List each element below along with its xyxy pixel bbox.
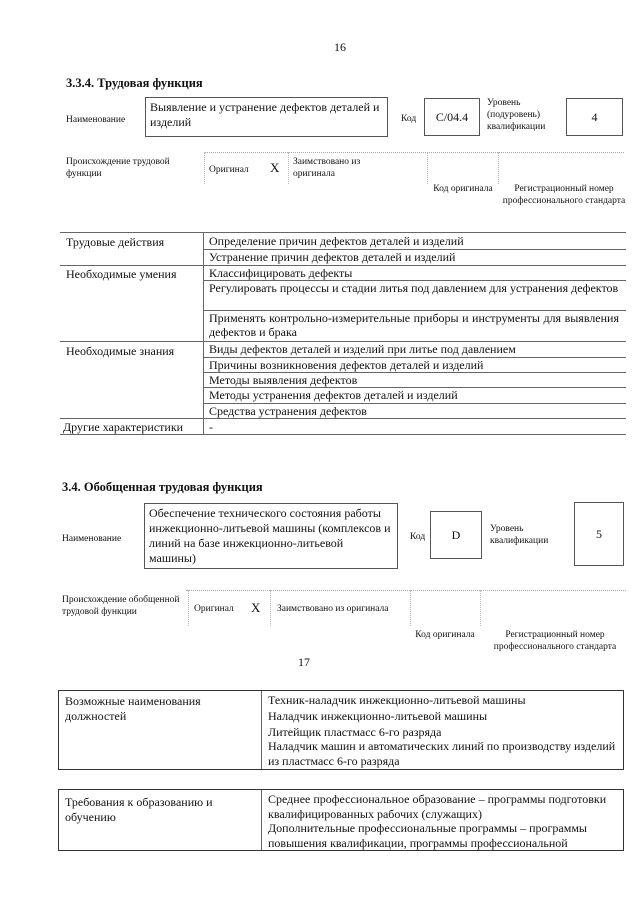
name-label: Наименование (66, 115, 126, 125)
skill-item: Применять контрольно-измерительные приборы и инструменты для выявления дефектов и брака (209, 311, 619, 339)
positions-table (58, 690, 624, 770)
origin-divider-2-v2 (270, 590, 271, 626)
name-label-2: Наименование (62, 534, 122, 544)
education-label: Требования к образованию и обучению (65, 795, 213, 824)
positions-divider (261, 691, 262, 769)
page-number-mid: 17 (298, 655, 310, 669)
page-number-top: 16 (334, 40, 346, 54)
code-box (424, 98, 480, 136)
borrowed-label-2: Заимствовано из оригинала (277, 604, 389, 614)
section-title-334: 3.3.4. Трудовая функция (66, 76, 203, 90)
education-divider (261, 790, 262, 850)
level-value: 4 (591, 109, 598, 124)
skill-item: Классифицировать дефекты (209, 266, 353, 280)
original-mark: X (270, 160, 280, 175)
row-line (60, 418, 626, 419)
code-value-2: D (451, 527, 461, 542)
origin-divider-v3 (427, 152, 428, 184)
other-label: Другие характеристики (63, 420, 184, 434)
origin-divider-v (204, 152, 205, 184)
positions-label: Возможные наименования должностей (65, 694, 201, 723)
function-name-value: Выявление и устранение дефектов деталей и изделий (150, 100, 380, 129)
level-box (566, 98, 623, 136)
code-value: C/04.4 (435, 109, 469, 124)
registration-caption: Регистрационный номер профессионального стандарта (502, 184, 626, 206)
code-box-2 (430, 511, 482, 559)
education-table (58, 789, 624, 851)
origin-divider (204, 152, 624, 153)
position-item: Литейщик пластмасс 6-го разряда (268, 725, 442, 739)
education-item: Дополнительные профессиональные программы – программы повышения квалификации, программы профессиональной (268, 821, 587, 850)
origin-divider-2-v4 (480, 590, 481, 626)
code-label-2: Код (410, 532, 426, 542)
origin-label-2: Происхождение обобщенной трудовой функции (62, 595, 180, 617)
action-item: Определение причин дефектов деталей и изделий (209, 234, 464, 248)
skill-item: Регулировать процессы и стадии литья под давлением для устранения дефектов (209, 281, 619, 295)
rows-bottom-line (60, 434, 626, 435)
knowledge-item: Методы выявления дефектов (209, 373, 358, 387)
origin-divider-2-v3 (410, 590, 411, 626)
level-box-2 (574, 502, 624, 566)
code-original-caption-2: Код оригинала (415, 630, 475, 640)
origin-divider-v4 (498, 152, 499, 184)
borrowed-label: Заимствовано из оригинала (293, 157, 361, 179)
code-original-caption: Код оригинала (433, 184, 493, 194)
level-label: Уровень (подуровень) квалификации (487, 98, 546, 132)
actions-label: Трудовые действия (66, 235, 165, 249)
origin-divider-2 (186, 590, 626, 591)
action-item: Устранение причин дефектов деталей и изделий (209, 250, 456, 264)
knowledge-label: Необходимые знания (66, 344, 175, 358)
skills-label: Необходимые умения (66, 267, 177, 281)
origin-divider-v2 (288, 152, 289, 184)
function-name-box (145, 97, 388, 137)
origin-divider-2-v (188, 590, 189, 626)
position-item: Наладчик машин и автоматических линий по производству изделий из пластмасс 6-го разряда (268, 739, 616, 768)
position-item: Наладчик инжекционно-литьевой машины (268, 709, 488, 723)
original-label: Оригинал (209, 165, 249, 175)
knowledge-item: Виды дефектов деталей и изделий при литье под давлением (209, 342, 516, 356)
origin-label: Происхождение трудовой функции (66, 157, 170, 179)
position-item: Техник-наладчик инжекционно-литьевой машины (268, 693, 526, 707)
level-label-2: Уровень квалификации (490, 524, 549, 546)
knowledge-item: Методы устранения дефектов деталей и изделий (209, 388, 458, 402)
registration-caption-2: Регистрационный номер профессионального стандарта (493, 630, 617, 652)
generalized-function-name-value: Обеспечение технического состояния работы инжекционно-литьевой машины (комплексов и линий на базе инжекционно-литьевой машины) (149, 506, 391, 565)
section-title-34: 3.4. Обобщенная трудовая функция (62, 480, 263, 494)
knowledge-item: Причины возникновения дефектов деталей и изделий (209, 358, 484, 372)
other-value: - (209, 420, 213, 434)
level-value-2: 5 (596, 526, 602, 541)
education-item: Среднее профессиональное образование – программы подготовки квалифицированных рабочих (служащих) (268, 792, 607, 821)
original-label-2: Оригинал (194, 604, 234, 614)
knowledge-item: Средства устранения дефектов (209, 404, 367, 418)
rows-top-line (60, 232, 626, 233)
generalized-function-name-box (144, 503, 398, 569)
original-mark-2: X (251, 600, 261, 615)
code-label: Код (401, 114, 417, 124)
